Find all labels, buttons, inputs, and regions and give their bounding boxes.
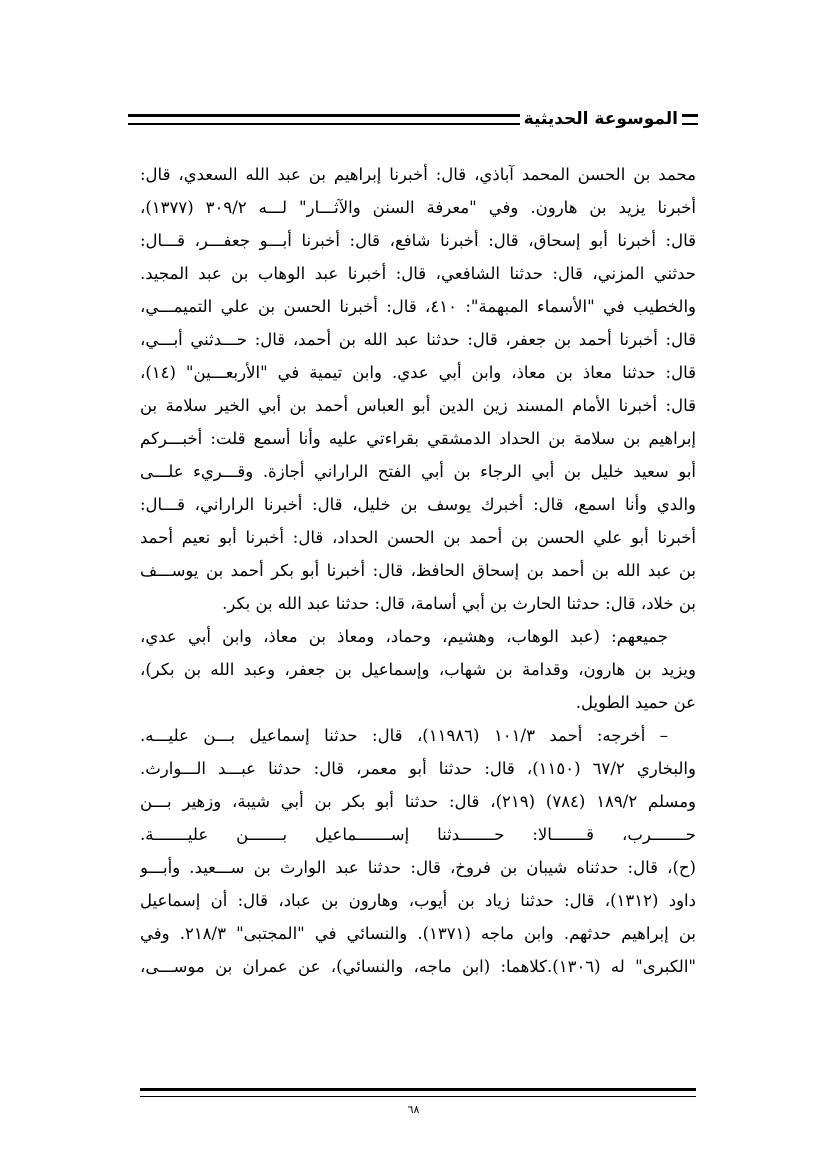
text-line: بن عبد الله بن أحمد بن إسحاق الحافظ، قال: أخبرنا أبو بكر أحمد بن يوســـف xyxy=(140,561,696,580)
text-line: (ح)، قال: حدثناه شيبان بن فروخ، قال: حدثنا عبد الوارث بن ســـعيد. وأبـــو xyxy=(140,858,696,877)
text-line: محمد بن الحسن المحمد آباذي، قال: أخبرنا إبراهيم بن عبد الله السعدي، قال: xyxy=(140,165,696,184)
paragraph-2 xyxy=(140,620,696,719)
text-line: والخطيب في "الأسماء المبهمة": ٤١٠، قال: أخبرنا الحسن بن علي التميمـــي، xyxy=(140,297,696,316)
text-line: قال: أخبرنا الأمام المسند زين الدين أبو العباس أحمد بن أبي الخير سلامة بن xyxy=(140,396,696,415)
header-rule-left xyxy=(128,114,520,125)
text-line: إبراهيم بن سلامة بن الحداد الدمشقي بقراءتي عليه وأنا أسمع قلت: أخبـــركم xyxy=(140,429,696,448)
header-rule-right xyxy=(682,114,698,125)
text-line: – أخرجه: أحمد ١٠١/٣ (١١٩٨٦)، قال: حدثنا إسماعيل بـــن عليـــه. xyxy=(140,726,669,745)
page-header xyxy=(128,104,698,134)
text-line: حـــــــرب، قـــــــالا: حـــــــدثنا إســـــــماعيل بـــــــن عليـــــــة. xyxy=(140,825,696,844)
text-line: أخبرنا يزيد بن هارون. وفي "معرفة السنن والآثـــار" لـــه ٣٠٩/٢ (١٣٧٧)، xyxy=(140,198,696,217)
text-line: حدثني المزني، قال: حدثنا الشافعي، قال: أخبرنا عبد الوهاب بن عبد المجيد. xyxy=(140,264,696,283)
text-line: قال: أخبرنا أبو إسحاق، قال: أخبرنا شافع، قال: أخبرنا أبـــو جعفـــر، قـــال: xyxy=(140,231,696,250)
paragraph-1 xyxy=(140,158,696,620)
text-line: "الكبرى" له (١٣٠٦).كلاهما: (ابن ماجه، والنسائي)، عن عمران بن موســـى، xyxy=(140,957,696,976)
text-line: بن خلاد، قال: حدثنا الحارث بن أبي أسامة، قال: حدثنا عبد الله بن بكر. xyxy=(222,594,696,613)
text-line: ومسلم ١٨٩/٢ (٧٨٤) (٢١٩)، قال: حدثنا أبو بكر بن أبي شيبة، وزهير بـــن xyxy=(140,792,696,811)
text-line: أخبرنا أبو علي الحسن بن أحمد بن الحسن الحداد، قال: أخبرنا أبو نعيم أحمد xyxy=(140,528,696,547)
header-title: الموسوعة الحديثية xyxy=(523,109,678,129)
text-line: أبو سعيد خليل بن أبي الرجاء بن أبي الفتح الراراني أجازة. وقـــريء علـــى xyxy=(140,462,696,481)
text-line: قال: أخبرنا أحمد بن جعفر، قال: حدثنا عبد الله بن أحمد، قال: حـــدثني أبـــي، xyxy=(140,330,696,349)
page-number: ٦٨ xyxy=(407,1103,420,1116)
text-line: والبخاري ٦٧/٢ (١١٥٠)، قال: حدثنا أبو معمر، قال: حدثنا عبـــد الـــوارث. xyxy=(140,759,696,778)
paragraph-3 xyxy=(140,719,696,983)
text-line: بن إبراهيم حدثهم. وابن ماجه (١٣٧١). والنسائي في "المجتبى" ٢١٨/٣. وفي xyxy=(140,924,696,943)
text-line: داود (١٣١٢)، قال: حدثنا زياد بن أيوب، وهارون بن عباد، قال: أن إسماعيل xyxy=(140,891,696,910)
text-line: عن حميد الطويل. xyxy=(575,693,696,712)
body-text xyxy=(140,158,696,983)
text-line: جميعهم: (عبد الوهاب، وهشيم، وحماد، ومعاذ بن معاذ، وابن أبي عدي، xyxy=(140,627,668,646)
text-line: ويزيد بن هارون، وقدامة بن شهاب، وإسماعيل بن جعفر، وعبد الله بن بكر)، xyxy=(140,660,696,679)
footer-rule xyxy=(140,1088,696,1097)
text-line: والدي وأنا اسمع، قال: أخبرك يوسف بن خليل، قال: أخبرنا الراراني، قـــال: xyxy=(140,495,696,514)
text-line: قال: حدثنا معاذ بن معاذ، وابن أبي عدي. وابن تيمية في "الأربعـــين" (١٤)، xyxy=(140,363,696,382)
